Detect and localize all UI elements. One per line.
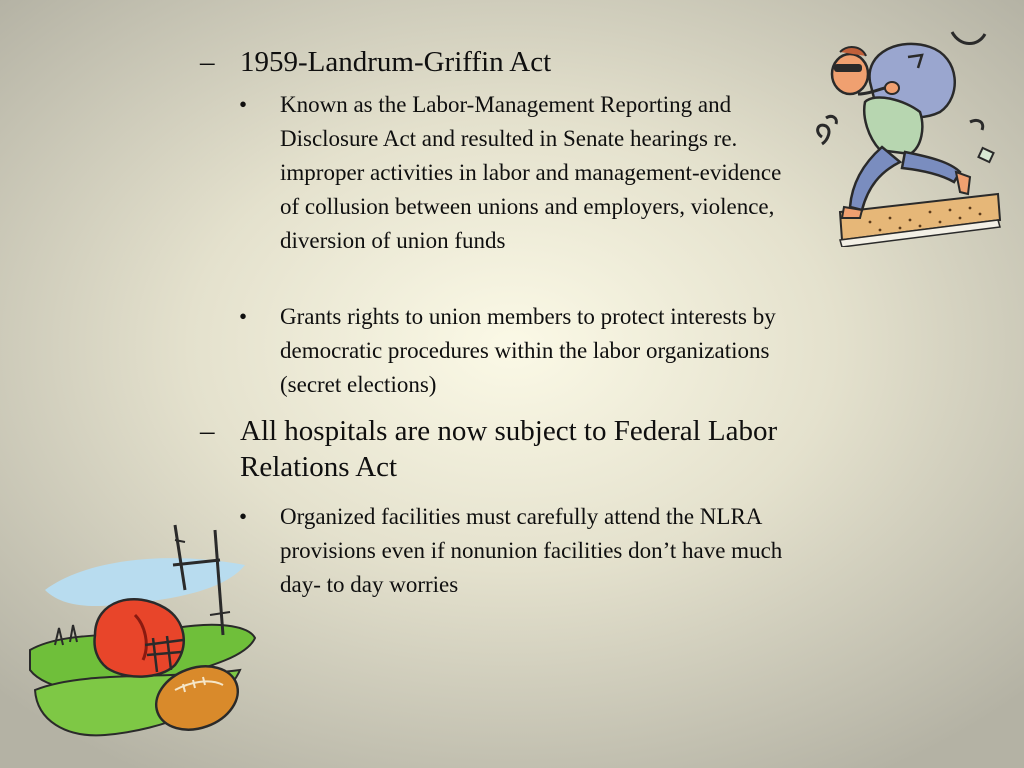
heading-hospitals [200, 413, 790, 485]
heading-landrum-griffin [200, 44, 790, 80]
bullet-union-rights [239, 300, 789, 402]
heading-text: 1959-Landrum-Griffin Act [240, 46, 552, 78]
dash-marker: – [200, 415, 215, 447]
bullet-marker: • [239, 304, 248, 329]
football-helmet-goalpost-icon [25, 520, 260, 760]
bullet-marker: • [239, 92, 248, 117]
bullet-text: Organized facilities must carefully attend the NLRA provisions even if nonunion facilities don’t have much day- to day worries [280, 504, 783, 597]
bullet-nlra [239, 500, 789, 602]
heading-text: All hospitals are now subject to Federal Labor Relations Act [240, 415, 778, 483]
bullet-marker: • [239, 504, 248, 529]
bullet-lmrda [239, 88, 789, 258]
dash-marker: – [200, 46, 215, 78]
bullet-text: Known as the Labor-Management Reporting and Disclosure Act and resulted in Senate hearings re. improper activities in labor and management-evidence of collusion between unions and employers, violence, diversion of union funds [280, 92, 782, 253]
bullet-text: Grants rights to union members to protect interests by democratic procedures within the labor organizations (secret elections) [280, 304, 776, 397]
thief-with-money-bag-icon [810, 22, 1010, 247]
